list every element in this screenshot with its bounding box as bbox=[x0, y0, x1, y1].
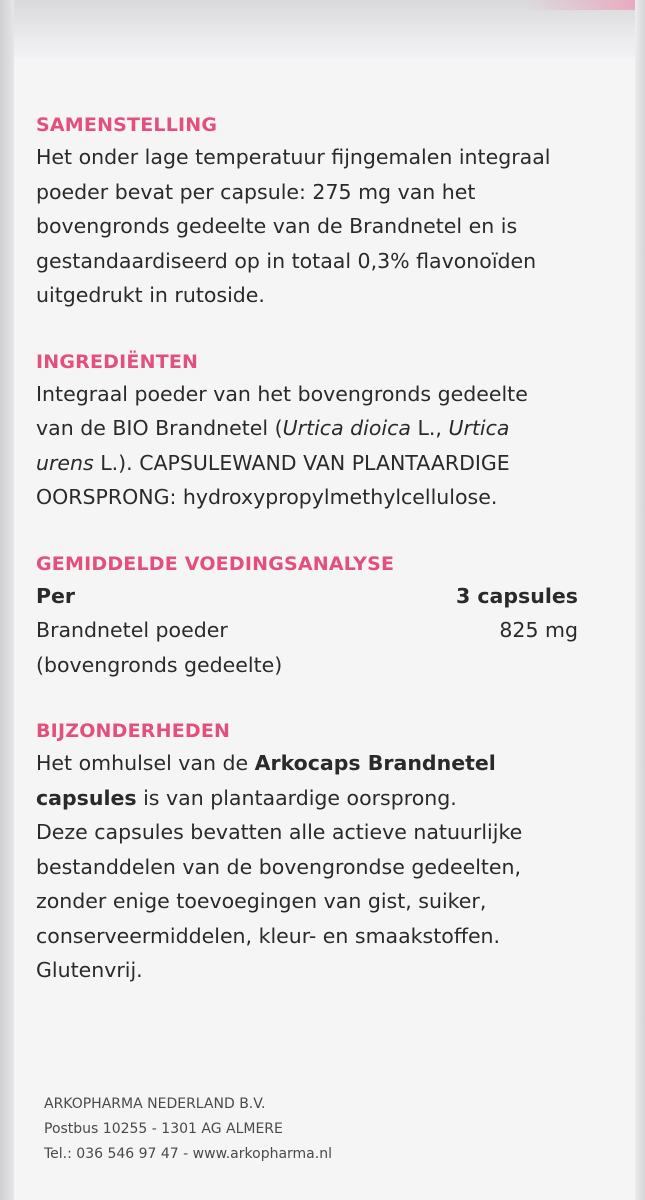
nutrition-header-row bbox=[36, 579, 596, 614]
text-line: bovengronds gedeelte van de Brandnetel en is bbox=[36, 214, 518, 238]
text-line: zonder enige toevoegingen van gist, suiker, bbox=[36, 889, 487, 913]
latin-name: Urtica dioica bbox=[282, 416, 411, 440]
company-footer bbox=[44, 1092, 464, 1167]
text-line: Integraal poeder van het bovengronds gedeelte bbox=[36, 381, 528, 406]
package-pink-accent bbox=[525, 0, 645, 10]
package-left-edge bbox=[0, 0, 14, 1200]
voedingsanalyse-heading: GEMIDDELDE VOEDINGSANALYSE bbox=[36, 552, 395, 575]
text-fragment: L.). CAPSULEWAND VAN PLANTAARDIGE bbox=[93, 450, 510, 475]
nutrition-item-subrow bbox=[36, 648, 596, 683]
text-line: gestandaardiseerd op in totaal 0,3% flavonoïden bbox=[36, 248, 537, 273]
company-address: Postbus 10255 - 1301 AG ALMERE bbox=[44, 1121, 283, 1137]
bijzonderheden-text bbox=[36, 746, 596, 988]
text-fragment: L., bbox=[410, 416, 449, 440]
text-line: bestanddelen van de bovengrondse gedeelten, bbox=[36, 854, 522, 879]
product-name: Arkocaps Brandnetel bbox=[254, 751, 496, 775]
ingredienten-heading: INGREDIËNTEN bbox=[36, 350, 199, 373]
item-value: 825 mg bbox=[499, 618, 578, 642]
text-line: Het onder lage temperatuur fijngemalen integraal bbox=[36, 145, 551, 169]
text-line: conserveermiddelen, kleur- en smaakstoffen. bbox=[36, 923, 501, 948]
voedingsanalyse-section bbox=[36, 549, 596, 683]
latin-name: Urtica bbox=[448, 416, 510, 440]
bijzonderheden-heading: BIJZONDERHEDEN bbox=[36, 720, 231, 742]
text-fragment: Het omhulsel van de bbox=[36, 751, 255, 775]
samenstelling-section bbox=[36, 110, 596, 313]
ingredienten-section bbox=[36, 347, 596, 515]
text-line: poeder bevat per capsule: 275 mg van het bbox=[36, 179, 476, 204]
text-fragment: is van plantaardige oorsprong. bbox=[136, 785, 457, 810]
company-name: ARKOPHARMA NEDERLAND B.V. bbox=[44, 1096, 266, 1112]
nutrition-item-row bbox=[36, 613, 596, 648]
latin-name: urens bbox=[36, 450, 94, 475]
samenstelling-heading: SAMENSTELLING bbox=[36, 114, 218, 136]
text-line: OORSPRONG: hydroxypropylmethylcellulose. bbox=[36, 485, 498, 509]
text-line: Glutenvrij. bbox=[36, 958, 143, 982]
per-value: 3 capsules bbox=[456, 583, 578, 608]
package-right-edge bbox=[635, 0, 645, 1200]
text-line: Deze capsules bevatten alle actieve natuurlijke bbox=[36, 820, 523, 844]
item-label: Brandnetel poeder bbox=[36, 618, 228, 642]
product-name: capsules bbox=[36, 785, 137, 810]
bijzonderheden-section bbox=[36, 716, 596, 988]
text-line: uitgedrukt in rutoside. bbox=[36, 283, 265, 307]
samenstelling-text bbox=[36, 140, 596, 313]
label-content bbox=[36, 110, 596, 1022]
ingredienten-text bbox=[36, 377, 596, 515]
text-fragment: van de BIO Brandnetel ( bbox=[36, 416, 283, 440]
company-contact: Tel.: 036 546 97 47 - www.arkopharma.nl bbox=[44, 1146, 332, 1162]
item-sublabel: (bovengronds gedeelte) bbox=[36, 652, 283, 677]
per-label: Per bbox=[36, 583, 76, 608]
